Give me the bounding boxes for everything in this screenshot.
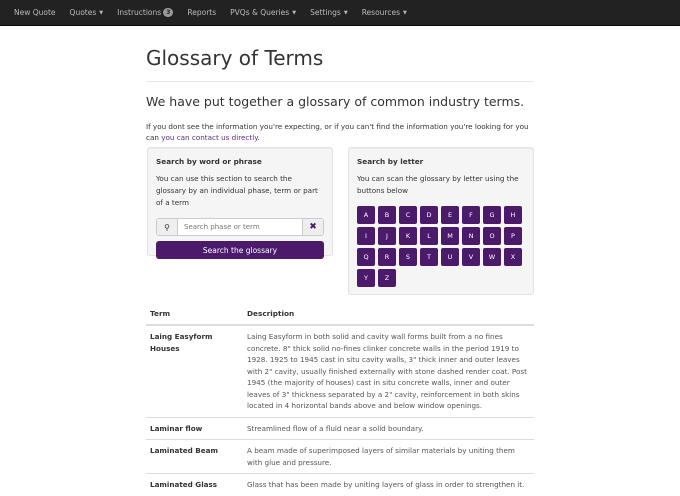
nav-label: Settings — [310, 8, 341, 17]
letter-button-v[interactable]: V — [462, 248, 480, 266]
search-description: You can use this section to search the glossary by an individual phase, term or part of a term — [156, 174, 318, 207]
letter-button-u[interactable]: U — [441, 248, 459, 266]
intro-body: If you dont see the information you're expecting, or if you can't find the information you're looking for you can — [146, 122, 529, 142]
letter-button-g[interactable]: G — [483, 206, 501, 224]
letter-button-p[interactable]: P — [504, 227, 522, 245]
table-row — [146, 417, 534, 440]
table-row — [146, 440, 534, 474]
search-heading: Search by word or phrase — [156, 157, 262, 166]
term-cell: Laminated Beam — [146, 440, 243, 474]
term-cell: Laing Easyform Houses — [146, 325, 243, 417]
search-panel — [147, 147, 333, 256]
main-content — [146, 26, 534, 489]
letter-button-b[interactable]: B — [378, 206, 396, 224]
search-icon: ⚲ — [157, 219, 177, 235]
letter-button-q[interactable]: Q — [357, 248, 375, 266]
letter-button-w[interactable]: W — [483, 248, 501, 266]
header-description: Description — [243, 303, 534, 325]
term-cell: Laminated Glass — [146, 474, 243, 496]
letter-button-a[interactable]: A — [357, 206, 375, 224]
intro-text — [146, 121, 534, 143]
table-row — [146, 474, 534, 496]
nav-label: Reports — [187, 8, 217, 17]
nav-new-quote[interactable] — [7, 8, 63, 17]
caret-down-icon: ▼ — [403, 9, 407, 16]
header-term: Term — [146, 303, 243, 325]
letter-panel — [348, 147, 534, 295]
description-cell: A beam made of superimposed layers of similar materials by uniting them with glue and pressure. — [243, 440, 534, 474]
nav-label: Quotes — [69, 8, 97, 17]
letter-button-e[interactable]: E — [441, 206, 459, 224]
letter-button-l[interactable]: L — [420, 227, 438, 245]
letter-button-i[interactable]: I — [357, 227, 375, 245]
nav-quotes[interactable] — [63, 8, 111, 17]
letter-button-f[interactable]: F — [462, 206, 480, 224]
description-cell: Laing Easyform in both solid and cavity wall forms built from a no fines concrete. 8" thick solid no-fines clinker concrete walls in the period 1919 to 1928. 1925 to 1945 cast in situ cavity walls, 3" thick inner and outer leaves with 2" cavity, usually finished externally with stone dashed render coat. Post 1945 (the majority of houses) cast in situ concrete walls, inner and outer leaves of 3" thickness separated by a 2" cavity, reinforcement in both skins located in 4 horizontal bands above and below window openings. — [243, 325, 534, 417]
search-input-group — [156, 218, 324, 236]
glossary-table — [146, 303, 534, 496]
nav-resources[interactable] — [355, 8, 414, 17]
letter-button-z[interactable]: Z — [378, 269, 396, 287]
divider — [146, 81, 534, 82]
letter-button-d[interactable]: D — [420, 206, 438, 224]
page-title: Glossary of Terms — [146, 46, 324, 70]
nav-label: PVQs & Queries — [230, 8, 290, 17]
nav-settings[interactable] — [303, 8, 355, 17]
nav-reports[interactable] — [180, 8, 223, 17]
description-cell: Glass that has been made by uniting layers of glass in order to strengthen it. — [243, 474, 534, 496]
clear-icon[interactable]: ✖ — [303, 219, 323, 235]
lead-text: We have put together a glossary of common industry terms. — [146, 94, 525, 109]
caret-down-icon: ▼ — [99, 9, 104, 16]
letter-buttons — [357, 206, 525, 287]
letter-button-j[interactable]: J — [378, 227, 396, 245]
letter-button-t[interactable]: T — [420, 248, 438, 266]
letter-button-h[interactable]: H — [504, 206, 522, 224]
search-glossary-button[interactable]: Search the glossary — [156, 241, 324, 259]
nav-label: Resources — [361, 8, 400, 17]
letter-button-s[interactable]: S — [399, 248, 417, 266]
letter-button-n[interactable]: N — [462, 227, 480, 245]
letter-heading: Search by letter — [357, 157, 424, 166]
letter-button-m[interactable]: M — [441, 227, 459, 245]
nav-label: New Quote — [14, 8, 56, 17]
description-cell: Streamlined flow of a fluid near a solid boundary. — [243, 417, 534, 440]
letter-button-c[interactable]: C — [399, 206, 417, 224]
contact-link[interactable]: you can contact us directly. — [161, 133, 260, 142]
letter-button-o[interactable]: O — [483, 227, 501, 245]
letter-button-x[interactable]: X — [504, 248, 522, 266]
letter-button-y[interactable]: Y — [357, 269, 375, 287]
caret-down-icon: ▼ — [343, 9, 348, 16]
nav-pvqs-queries[interactable] — [223, 8, 303, 17]
letter-description: You can scan the glossary by letter using the buttons below — [357, 174, 519, 195]
letter-button-k[interactable]: K — [399, 227, 417, 245]
letter-button-r[interactable]: R — [378, 248, 396, 266]
instructions-count-badge: 3 — [163, 8, 173, 17]
top-navbar — [0, 0, 680, 26]
table-row — [146, 325, 534, 417]
search-input[interactable] — [177, 219, 303, 235]
caret-down-icon: ▼ — [292, 9, 297, 16]
term-cell: Laminar flow — [146, 417, 243, 440]
nav-instructions[interactable] — [110, 8, 180, 17]
nav-label: Instructions — [117, 8, 162, 17]
